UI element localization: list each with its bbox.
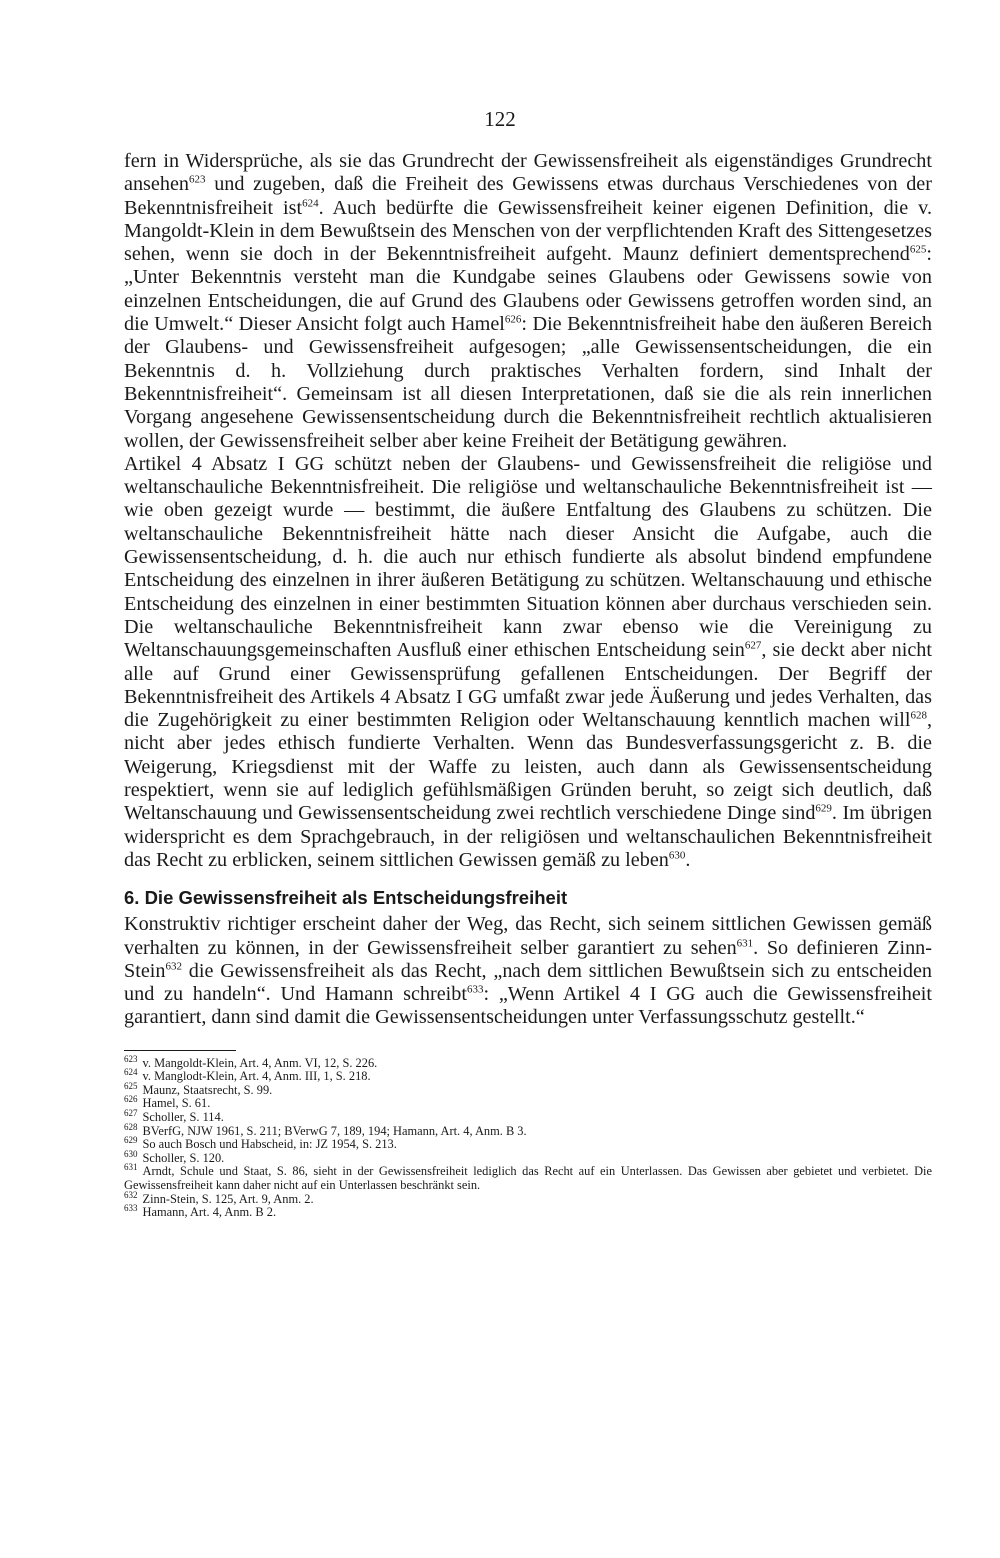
body-paragraph — [124, 150, 932, 453]
text-run: , sie deckt aber nicht alle auf Grund einer Gewissensprüfung gefallenen Entscheidungen. Der Begriff der Bekenntnisfreiheit des Artikels 4 Absatz I GG umfaßt zwar jede Äußerung und jedes Verhalten, das die Zugehörigkeit zu einer bestimmten Religion oder Weltanschauung kenntlich machen will — [124, 639, 932, 732]
footnotes — [124, 1053, 932, 1220]
page-content — [124, 150, 932, 1220]
footnote: 629 So auch Bosch und Habscheid, in: JZ 1954, S. 213. — [124, 1135, 397, 1152]
footnote-marker: 633 — [467, 983, 484, 996]
footnote-marker: 624 — [302, 196, 319, 209]
footnote: 626 Hamel, S. 61. — [124, 1094, 211, 1111]
footnote: 625 Maunz, Staatsrecht, S. 99. — [124, 1080, 273, 1097]
footnote-marker: 625 — [909, 243, 927, 256]
footnote-divider — [124, 1050, 236, 1051]
text-run: fern in Widersprüche, als sie das Grundrecht der Gewissensfreiheit als eigenständiges Grundrecht ansehen — [124, 150, 932, 196]
text-run: . Im übrigen widerspricht es dem Sprachgebrauch, in der religiösen und weltanschaulichen Bekenntnisfreiheit das Recht zu erblicken, seinem sittlichen Gewissen gemäß zu leben — [124, 802, 932, 871]
footnote-text: v. Manglodt-Klein, Art. 4, Anm. III, 1, S. 218. — [142, 1069, 371, 1084]
text-run: : „Unter Bekenntnis versteht man die Kundgabe seines Glaubens oder Gewissens sowie von einzelnen Entscheidungen, die auf Grund des Glaubens oder Gewissens getroffen worden sind, an die Umwelt.“ Dieser Ansicht folgt auch Hamel — [124, 243, 932, 336]
footnote: 627 Scholler, S. 114. — [124, 1107, 224, 1125]
footnote-text: BVerfG, NJW 1961, S. 211; BVerwG 7, 189, 194; Hamann, Art. 4, Anm. B 3. — [142, 1123, 527, 1138]
text-run: Artikel 4 Absatz I GG schützt neben der Glaubens- und Gewissensfreiheit die religiöse und weltanschauliche Bekenntnisfreiheit. Die religiöse und weltanschauliche Bekenntnisfreiheit ist — wie oben gezeigt wurde — bestimmt, die äußere Entfaltung des Glaubens zu schützen. Die weltanschauliche Bekenntnisfreiheit hätte nach dieser Ansicht die Aufgabe, auch die Gewissensentscheidung, d. h. die auch nur ethisch fundierte als absolut bindend empfundene Entscheidung des einzelnen in ihrer äußeren Betätigung zu schützen. Weltanschauung und ethische Entscheidung des einzelnen in einer bestimmten Situation können aber durchaus verschieden sein. Die weltanschauliche Bekenntnisfreiheit kann zwar ebenso wie die Vereinigung zu Weltanschauungsgemeinschaften Ausfluß einer ethischen Entscheidung sein — [124, 452, 932, 662]
footnote-text: Scholler, S. 120. — [142, 1150, 225, 1165]
footnote-text: Hamel, S. 61. — [142, 1096, 211, 1111]
footnote-marker: 631 — [736, 936, 754, 949]
text-run: : Die Bekenntnisfreiheit habe den äußeren Bereich der Glaubens- und Gewissensfreiheit aufgesogen; „alle Gewissensentscheidungen, die ein Bekenntnis d. h. Vollziehung durch praktisches Verhalten fordern, sind Inhalt der Bekenntnisfreiheit“. Gemeinsam ist all diesen Interpretationen, daß sie die als rein innerlichen Vorgang angesehene Gewissensentscheidung durch die Bekenntnisfreiheit rechtlich aktualisieren wollen, der Gewissensfreiheit selber aber keine Freiheit der Betätigung gewähren. — [124, 313, 932, 452]
footnote: 624 v. Manglodt-Klein, Art. 4, Anm. III, 1, S. 218. — [124, 1067, 371, 1084]
footnote-text: Arndt, Schule und Staat, S. 86, sieht in der Gewissensfreiheit lediglich das Recht auf ein Unterlassen. Das Gewissen aber gebietet und verbietet. Die Gewissensfreiheit kann daher nicht auf ein Unterlassen beschränkt sein. — [124, 1164, 932, 1193]
text-run: Konstruktiv richtiger erscheint daher der Weg, das Recht, sich seinem sittlichen Gewissen gemäß verhalten zu können, in der Gewissensfreiheit selber garantiert zu sehen — [124, 913, 932, 959]
footnote-text: v. Mangoldt-Klein, Art. 4, Anm. VI, 12, S. 226. — [142, 1055, 378, 1070]
footnote-text: Zinn-Stein, S. 125, Art. 9, Anm. 2. — [142, 1191, 314, 1206]
footnote-marker: 630 — [668, 849, 686, 862]
body-paragraph — [124, 453, 932, 872]
footnote: 632 Zinn-Stein, S. 125, Art. 9, Anm. 2. — [124, 1189, 314, 1206]
section-heading: 6. Die Gewissensfreiheit als Entscheidungsfreiheit — [124, 887, 568, 909]
footnote-marker: 627 — [744, 639, 762, 652]
footnote-marker: 626 — [504, 313, 522, 326]
text-run: , nicht aber jedes ethisch fundierte Verhalten. Wenn das Bundesverfassungsgericht z. B. die Weigerung, Kriegsdienst mit der Waffe zu leisten, auch dann als Gewissensentscheidung respektiert, wenn sie auf lediglich gefühlsmäßigen Gründen beruht, so zeigt sich deutlich, daß Weltanschauung und Gewissensentscheidung zwei rechtlich verschiedene Dinge sind — [124, 709, 932, 825]
footnote: 628 BVerfG, NJW 1961, S. 211; BVerwG 7, 189, 194; Hamann, Art. 4, Anm. B 3. — [124, 1121, 527, 1138]
footnote-marker: 629 — [815, 802, 832, 815]
footnote-text: So auch Bosch und Habscheid, in: JZ 1954, S. 213. — [142, 1137, 397, 1152]
text-run: : „Wenn Artikel 4 I GG auch die Gewissensfreiheit garantiert, dann sind damit die Gewissensentscheidungen unter Verfassungsschutz gestellt.“ — [124, 983, 932, 1029]
footnote: 631 Arndt, Schule und Staat, S. 86, sieht in der Gewissensfreiheit lediglich das Recht auf ein Unterlassen. Das Gewissen aber gebietet und verbietet. Die Gewissensfreiheit kann daher nicht auf ein Unterlassen beschränkt sein. — [124, 1162, 932, 1193]
footnote-marker: 628 — [910, 709, 927, 722]
section-paragraph — [124, 913, 932, 1029]
footnote-marker: 623 — [189, 173, 206, 186]
footnote: 623 v. Mangoldt-Klein, Art. 4, Anm. VI, 12, S. 226. — [124, 1053, 378, 1070]
page-number: 122 — [484, 107, 516, 131]
footnote-marker: 632 — [165, 960, 182, 973]
text-run: . So definieren Zinn-Stein — [124, 936, 932, 982]
text-run: und zugeben, daß die Freiheit des Gewissens etwas durchaus Verschiedenes von der Bekenntnisfreiheit ist — [124, 173, 932, 219]
footnote: 630 Scholler, S. 120. — [124, 1148, 225, 1165]
footnote-text: Maunz, Staatsrecht, S. 99. — [142, 1082, 273, 1097]
footnote-text: Hamann, Art. 4, Anm. B 2. — [142, 1205, 277, 1220]
text-run: . Auch bedürfte die Gewissensfreiheit keiner eigenen Definition, die v. Mangoldt-Klein in dem Bewußtsein des Menschen von der verpflichtenden Kraft des Sittengesetzes sehen, wenn sie doch in der Bekenntnisfreiheit aufgeht. Maunz definiert dementsprechend — [124, 196, 933, 266]
text-run: . — [685, 848, 691, 871]
text-run: die Gewissensfreiheit als das Recht, „nach dem sittlichen Bewußtsein sich zu entscheiden und zu handeln“. Und Hamann schreibt — [124, 959, 932, 1006]
footnote: 633 Hamann, Art. 4, Anm. B 2. — [124, 1203, 277, 1220]
footnote-text: Scholler, S. 114. — [142, 1110, 224, 1125]
